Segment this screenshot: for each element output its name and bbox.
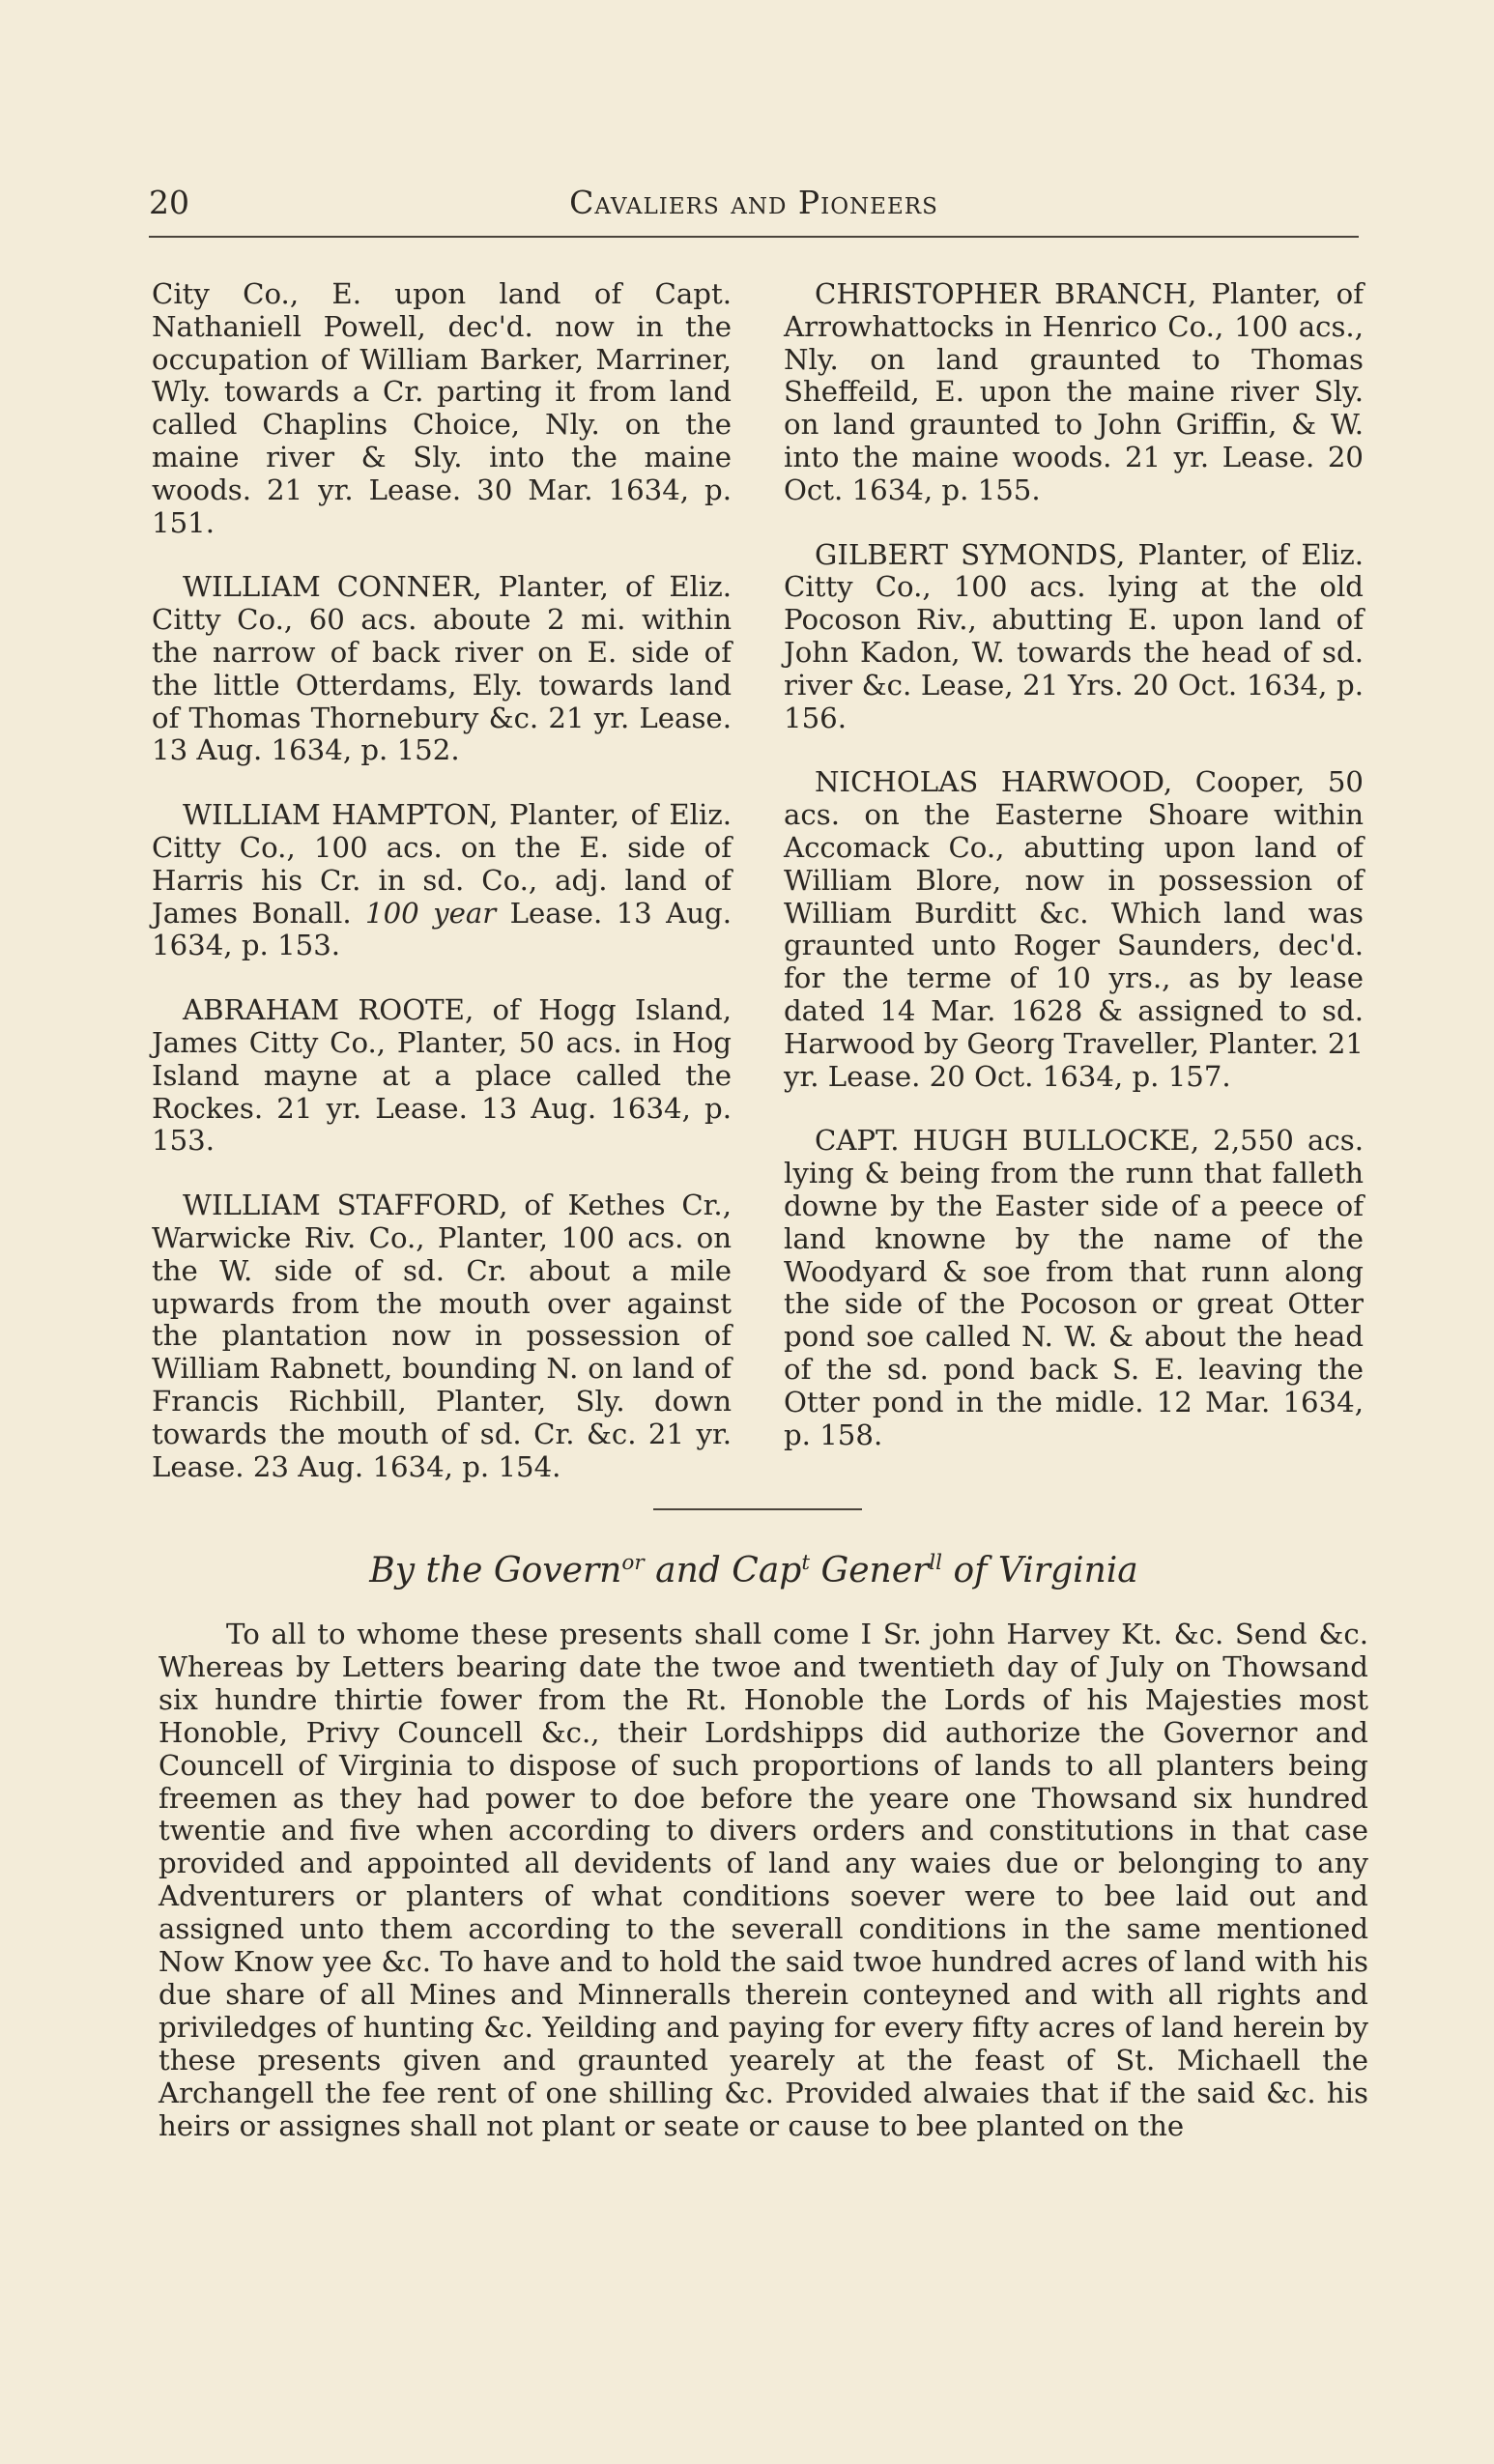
header-rule (149, 236, 1359, 238)
right-column (784, 278, 1364, 1483)
left-column (152, 278, 732, 1515)
entry-abraham-roote: ABRAHAM ROOTE, of Hogg Island, James Citty Co., Planter, 50 acs. in Hog Island mayne at a place called the Rockes. 21 yr. Lease. 13 Aug. 1634, p. 153. (152, 993, 732, 1158)
heading-part: and Cap (644, 1551, 802, 1590)
heading-part: By the Govern (369, 1551, 622, 1590)
entry-hugh-bullocke: CAPT. HUGH BULLOCKE, 2,550 acs. lying & being from the runn that falleth downe by the Easter side of a peece of land knowne by the name of the Woodyard & soe from that runn along the side of the Pocoson or great Otter pond soe called N. W. & about the head of the sd. pond back S. E. leaving the Otter pond in the midle. 12 Mar. 1634, p. 158. (784, 1124, 1364, 1451)
entry-william-stafford: WILLIAM STAFFORD, of Kethes Cr., Warwicke Riv. Co., Planter, 100 acs. on the W. side of sd. Cr. about a mile upwards from the mouth over against the plantation now in possession of William Rabnett, bounding N. on land of Francis Richbill, Planter, Sly. down towards the mouth of sd. Cr. &c. 21 yr. Lease. 23 Aug. 1634, p. 154. (152, 1189, 732, 1483)
entry-gilbert-symonds: GILBERT SYMONDS, Planter, of Eliz. Citty Co., 100 acs. lying at the old Pocoson Riv., abutting E. upon land of John Kadon, W. towards the head of sd. river &c. Lease, 21 Yrs. 20 Oct. 1634, p. 156. (784, 537, 1364, 734)
patent-paragraph: To all to whome these presents shall come I Sr. john Harvey Kt. &c. Send &c. Whereas by Letters bearing date the twoe and twentieth day of July on Thowsand six hundre thirtie fower from the Rt. Honoble the Lords of his Majesties most Honoble, Privy Councell &c., their Lordshipps did authorize the Governor and Councell of Virginia to dispose of such proportions of lands to all planters being freemen as they had power to doe before the yeare one Thowsand six hundred twentie and five when according to divers orders and constitutions in that case provided and appointed all devidents of land any waies due or belonging to any Adventurers or planters of what conditions soever were to bee laid out and assigned unto them according to the severall conditions in the same mentioned Now Know yee &c. To have and to hold the said twoe hundred acres of land with his due share of all Mines and Minneralls therein conteyned and with all rights and priviledges of hunting &c. Yeilding and paying for every fifty acres of land herein by these presents given and graunted yearely at the feast of St. Michaell the Archangell the fee rent of one shilling &c. Provided alwaies that if the said &c. his heirs or assignes shall not plant or seate or cause to bee planted on the (158, 1618, 1368, 2142)
heading-part: of Virginia (942, 1551, 1138, 1590)
heading-superscript: ll (929, 1551, 943, 1575)
page-header (149, 182, 1359, 224)
page-number: 20 (149, 184, 189, 221)
section-heading (149, 1550, 1359, 1592)
entry-christopher-branch: CHRISTOPHER BRANCH, Planter, of Arrowhattocks in Henrico Co., 100 acs., Nly. on land graunted to Thomas Sheffeild, E. upon the maine river Sly. on land graunted to John Griffin, & W. into the maine woods. 21 yr. Lease. 20 Oct. 1634, p. 155. (784, 277, 1364, 506)
entry-william-conner: WILLIAM CONNER, Planter, of Eliz. Citty Co., 60 acs. aboute 2 mi. within the narrow of back river on E. side of the little Otterdams, Ely. towards land of Thomas Thornebury &c. 21 yr. Lease. 13 Aug. 1634, p. 152. (152, 570, 732, 767)
entry-nicholas-harwood: NICHOLAS HARWOOD, Cooper, 50 acs. on the Easterne Shoare within Accomack Co., abutting upon land of William Blore, now in possession of William Burditt &c. Which land was graunted unto Roger Saunders, dec'd. for the terme of 10 yrs., as by lease dated 14 Mar. 1628 & assigned to sd. Harwood by Georg Traveller, Planter. 21 yr. Lease. 20 Oct. 1634, p. 157. (784, 765, 1364, 1093)
heading-superscript: t (801, 1551, 811, 1575)
heading-superscript: or (621, 1551, 645, 1575)
entry-william-hampton (152, 799, 732, 962)
hampton-text-after: Lease. 13 Aug. 1634, p. 153. (152, 896, 732, 962)
hampton-text-before: WILLIAM HAMPTON, Planter, of Eliz. Citty Co., 100 acs. on the E. side of Harris his Cr. in sd. Co., adj. land of James Bonall. (152, 798, 732, 930)
entry-continued: City Co., E. upon land of Capt. Nathaniell Powell, dec'd. now in the occupation of William Barker, Marriner, Wly. towards a Cr. parting it from land called Chaplins Choice, Nly. on the maine river & Sly. into the maine woods. 21 yr. Lease. 30 Mar. 1634, p. 151. (152, 277, 732, 539)
running-title: Cavaliers and Pioneers (569, 184, 938, 221)
section-separator (653, 1508, 862, 1510)
hampton-text-italic: 100 year (365, 896, 497, 930)
heading-part: Gener (810, 1551, 930, 1590)
